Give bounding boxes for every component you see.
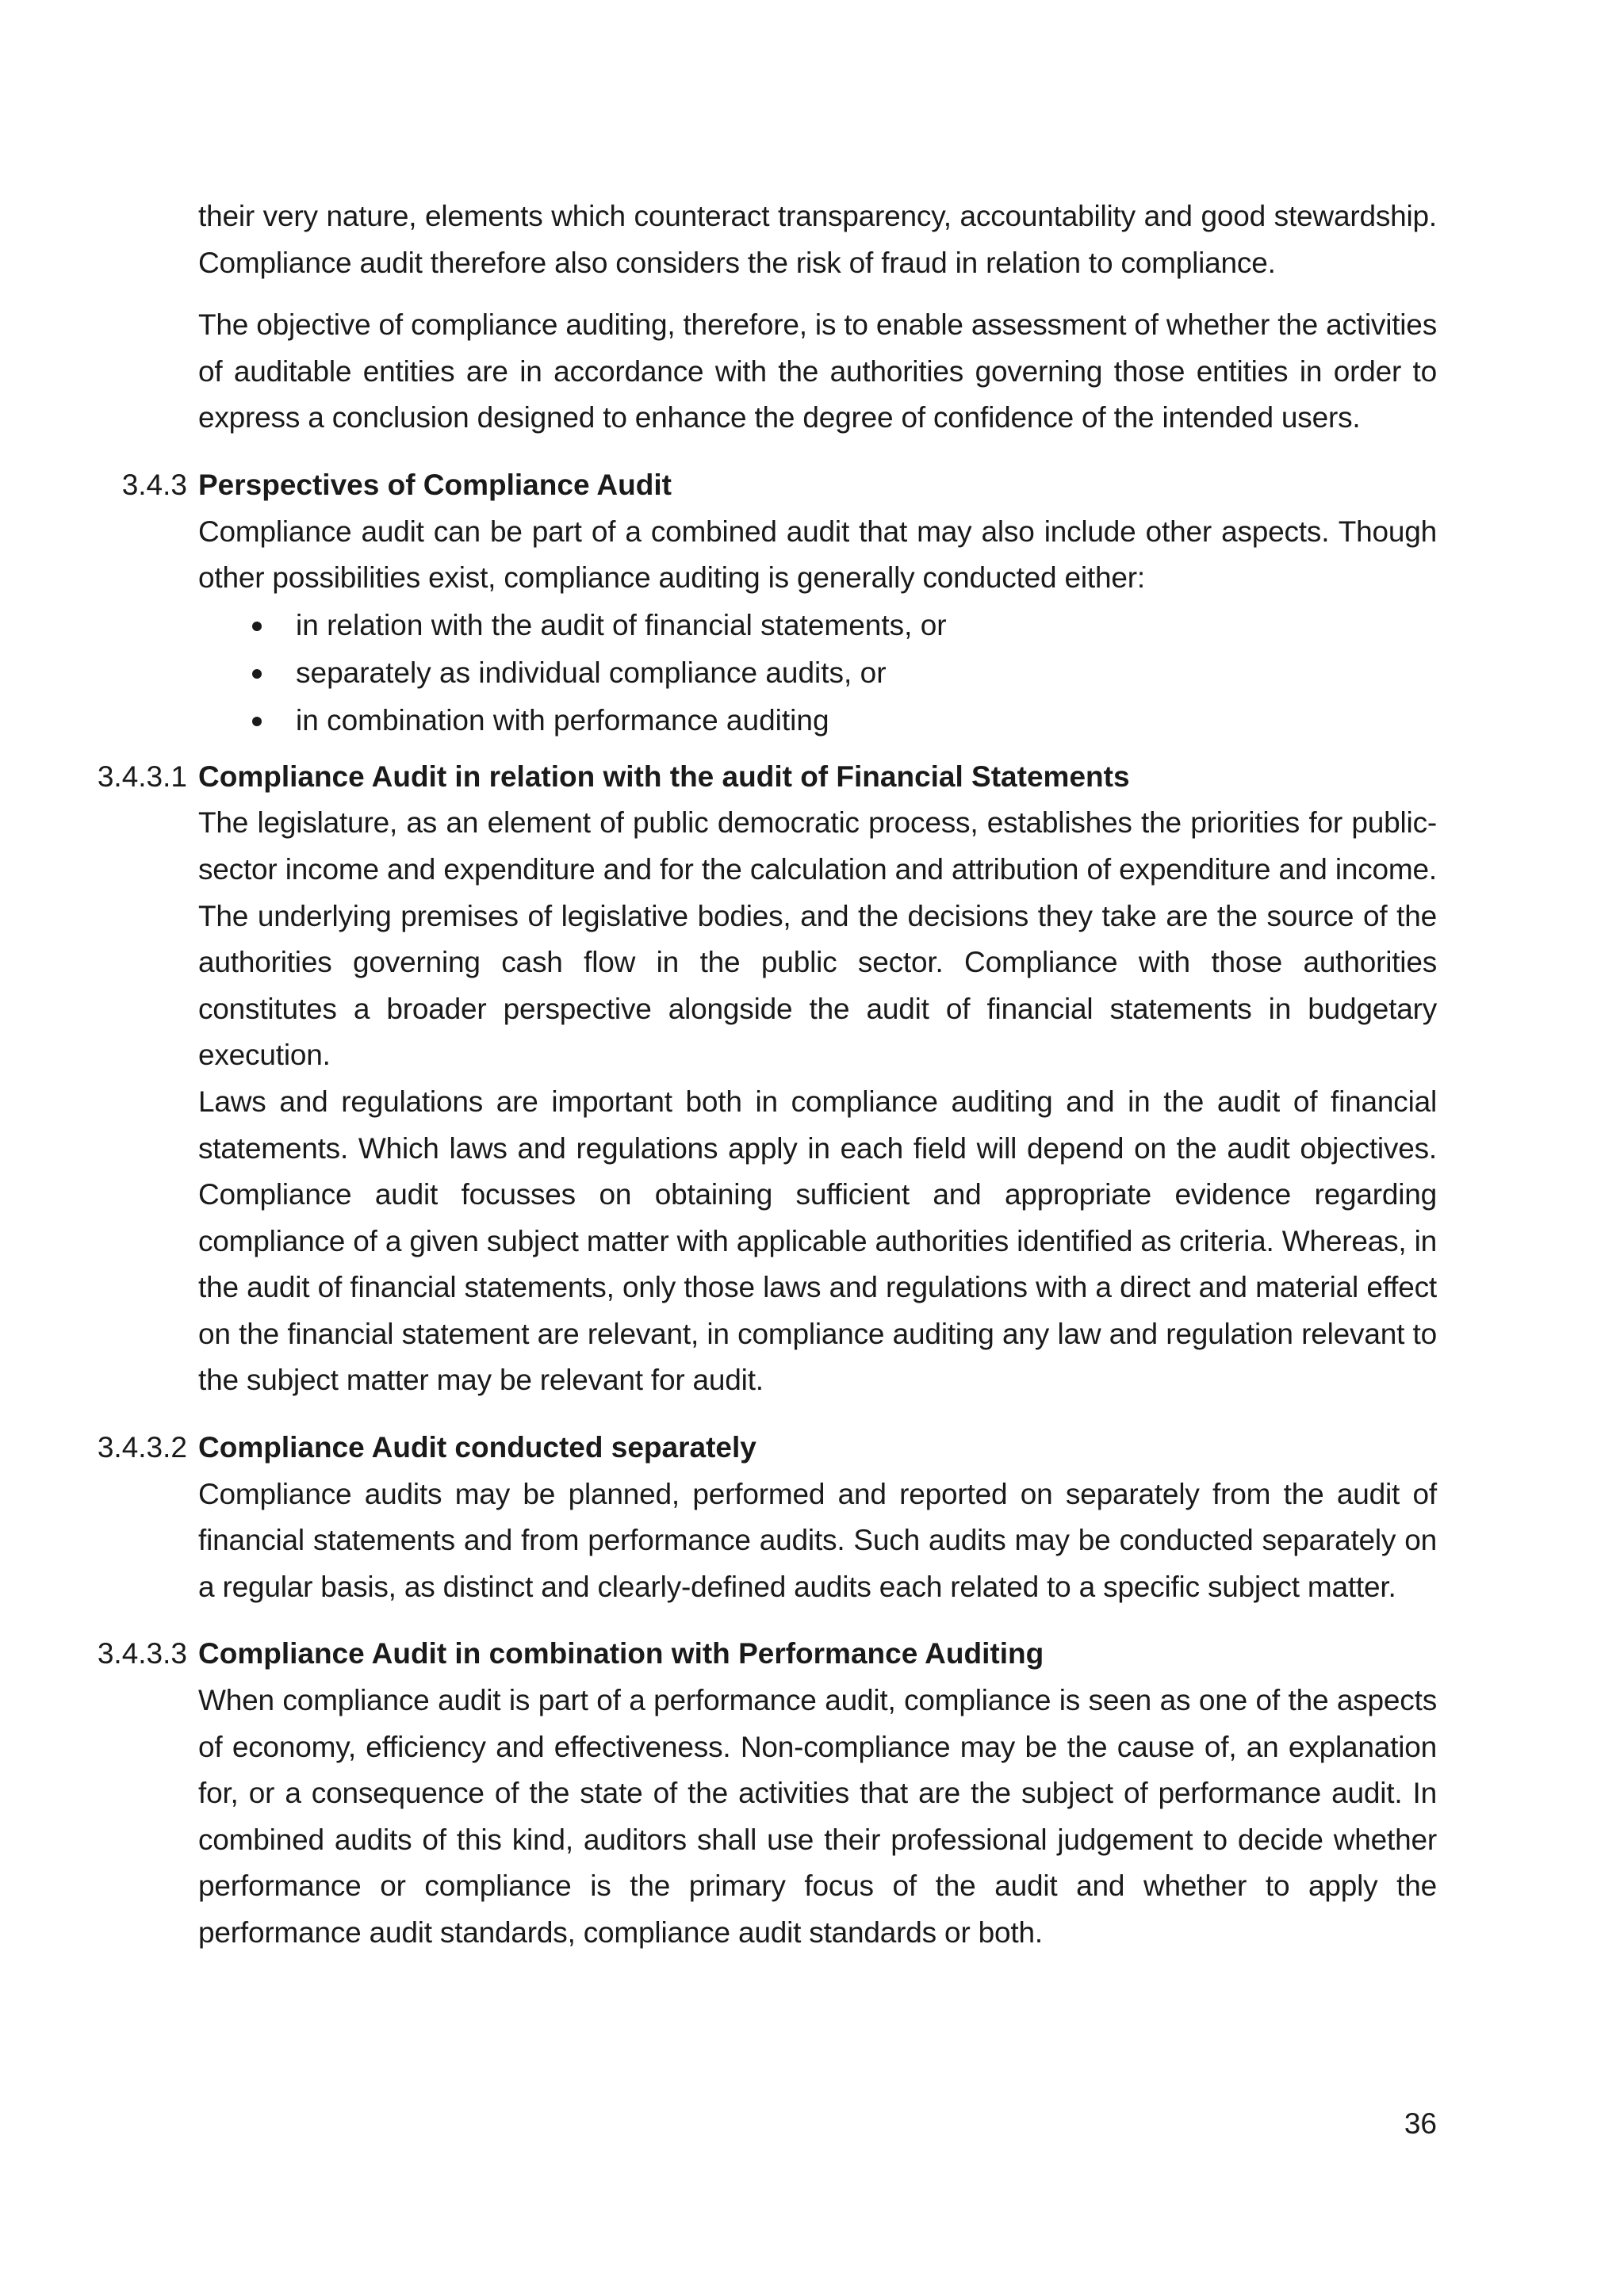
bullet-icon — [252, 717, 262, 726]
section-title: Compliance Audit conducted separately — [198, 1431, 756, 1464]
section-3-4-3-paragraph: Compliance audit can be part of a combined audit that may also include other aspects. Though other possibilities exist, compliance auditing is generally conducted either: — [198, 515, 1437, 595]
section-title: Perspectives of Compliance Audit — [198, 468, 672, 501]
spacer — [198, 442, 1437, 456]
list-item-text: in combination with performance auditing — [296, 703, 829, 737]
list-item — [198, 649, 1437, 697]
spacer — [198, 1610, 1437, 1624]
page-content — [97, 193, 1437, 1957]
intro-paragraph-2: The objective of compliance auditing, therefore, is to enable assessment of whether the activities of auditable entities are in accordance with the authorities governing those entities in order to express a conclusion designed to enhance the degree of confidence of the intended users. — [198, 308, 1437, 434]
section-heading-3-4-3-3 — [97, 1631, 1437, 1678]
intro-paragraph-1: their very nature, elements which counteract transparency, accountability and good stewardship. Compliance audit therefore also considers the risk of fraud in relation to compliance. — [198, 200, 1437, 279]
section-3-4-3-1-paragraph-1: The legislature, as an element of public democratic process, establishes the priorities for public-sector income and expenditure and for the calculation and attribution of expenditure and income. The underlying premises of legislative bodies, and the decisions they take are the source of the authorities governing cash flow in the public sector. Compliance with those authorities constitutes a broader perspective alongside the audit of financial statements in budgetary execution. — [198, 806, 1437, 1072]
bullet-icon — [252, 622, 262, 631]
section-heading-3-4-3 — [121, 462, 1437, 509]
list-item — [198, 697, 1437, 744]
page-number: 36 — [1404, 2107, 1437, 2140]
section-number: 3.4.3 — [121, 468, 187, 501]
list-item-text: in relation with the audit of financial statements, or — [296, 608, 947, 641]
section-number: 3.4.3.3 — [97, 1637, 187, 1670]
section-heading-3-4-3-1 — [97, 754, 1437, 801]
section-title: Compliance Audit in combination with Performance Auditing — [198, 1637, 1044, 1670]
list-item — [198, 602, 1437, 649]
section-title: Compliance Audit in relation with the audit of Financial Statements — [198, 760, 1130, 793]
section-3-4-3-2-paragraph: Compliance audits may be planned, performed and reported on separately from the audit of financial statements and from performance audits. Such audits may be conducted separately on a regular basis, as distinct and clearly-defined audits each related to a specific subject matter. — [198, 1477, 1437, 1603]
section-3-4-3-3-paragraph: When compliance audit is part of a performance audit, compliance is seen as one of the aspects of economy, efficiency and effectiveness. Non-compliance may be the cause of, an explanation for, or a consequence of the state of the activities that are the subject of performance audit. In combined audits of this kind, auditors shall use their professional judgement to decide whether performance or compliance is the primary focus of the audit and whether to apply the performance audit standards, compliance audit standards or both. — [198, 1684, 1437, 1949]
section-number: 3.4.3.1 — [97, 760, 187, 793]
bullet-icon — [252, 669, 262, 679]
bullet-list — [198, 602, 1437, 744]
list-item-text: separately as individual compliance audits, or — [296, 656, 887, 689]
section-number: 3.4.3.2 — [97, 1431, 187, 1464]
section-3-4-3-1-paragraph-2: Laws and regulations are important both in compliance auditing and in the audit of financial statements. Which laws and regulations apply in each field will depend on the audit objectives. Compliance audit focusses on obtaining sufficient and appropriate evidence regarding compliance of a given subject matter with applicable authorities identified as criteria. Whereas, in the audit of financial statements, only those laws and regulations with a direct and material effect on the financial statement are relevant, in compliance auditing any law and regulation relevant to the subject matter may be relevant for audit. — [198, 1085, 1437, 1397]
spacer — [198, 1404, 1437, 1418]
section-heading-3-4-3-2 — [97, 1425, 1437, 1471]
